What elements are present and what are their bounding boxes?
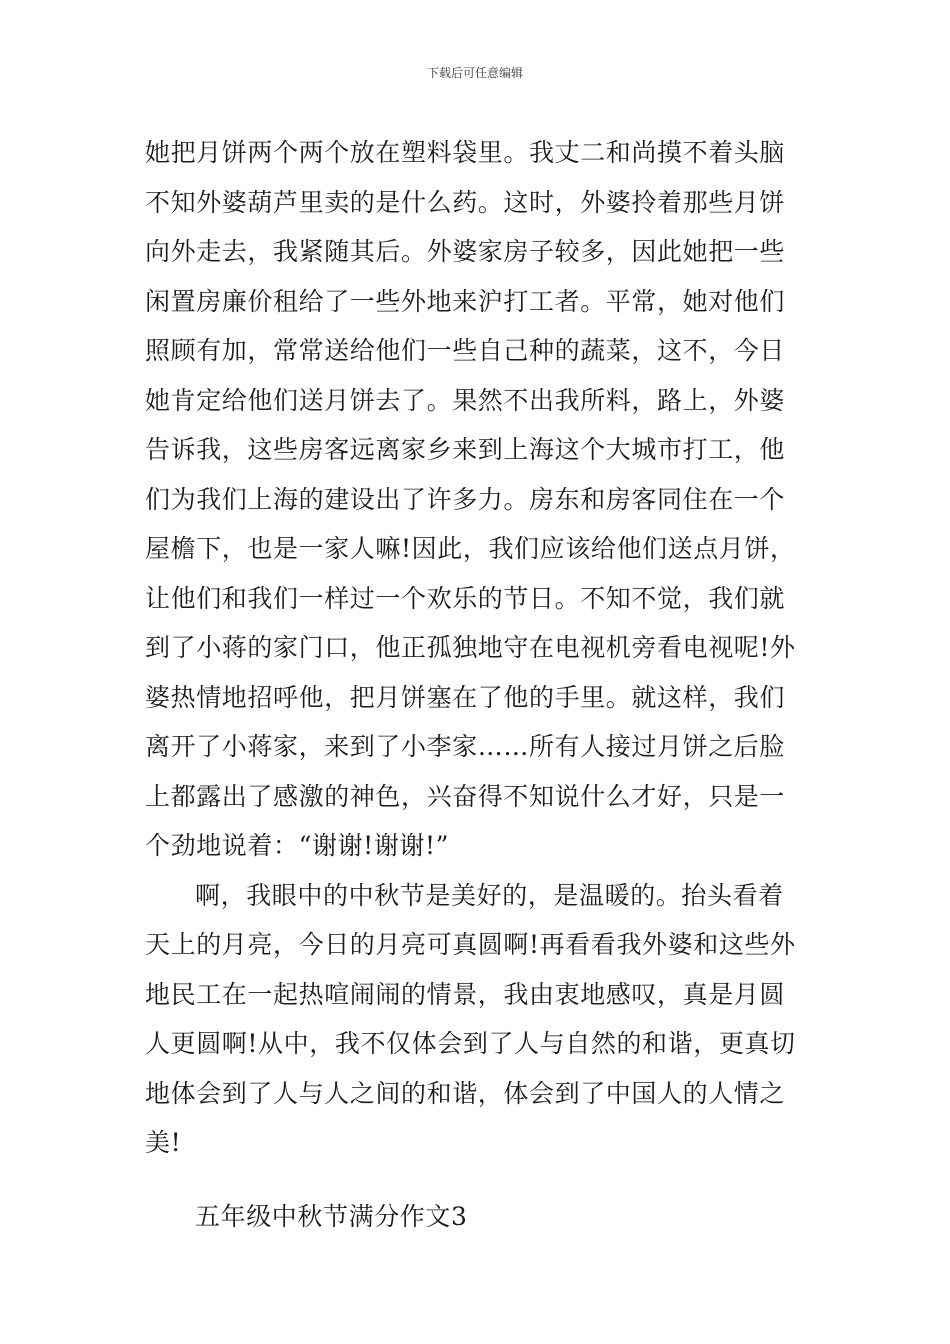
text-line: 上都露出了感激的神色，兴奋得不知说什么才好，只是一: [145, 781, 786, 811]
text-line: 向外走去，我紧随其后。外婆家房子较多，因此她把一些: [145, 237, 786, 266]
text-line: 个劲地说着：“谢谢!谢谢!”: [145, 831, 450, 860]
text-line: 人更圆啊!从中，我不仅体会到了人与自然的和谐，更真切: [145, 1029, 796, 1058]
text-line: 告诉我，这些房客远离家乡来到上海这个大城市打工，他: [145, 435, 786, 464]
paragraph-1: [145, 128, 810, 871]
page-header: 下载后可任意编辑: [426, 66, 523, 80]
text-line: 不知外婆葫芦里卖的是什么药。这时，外婆拎着那些月饼: [145, 187, 786, 217]
text-line: 她肯定给他们送月饼去了。果然不出我所料，路上，外婆: [145, 385, 786, 415]
text-line: 啊，我眼中的中秋节是美好的，是温暖的。抬头看着: [195, 880, 784, 910]
text-line: 让他们和我们一样过一个欢乐的节日。不知不觉，我们就: [145, 583, 786, 613]
document-body: [145, 128, 810, 1241]
text-line: 她把月饼两个两个放在塑料袋里。我丈二和尚摸不着头脑: [145, 138, 786, 167]
text-line: 们为我们上海的建设出了许多力。房东和房客同住在一个: [145, 484, 786, 514]
text-line: 到了小蒋的家门口，他正孤独地守在电视机旁看电视呢!外: [145, 633, 796, 662]
paragraph-2: [145, 871, 810, 1168]
paragraph-gap: [145, 1168, 810, 1192]
text-line: 离开了小蒋家，来到了小李家……所有人接过月饼之后脸: [145, 732, 786, 761]
text-line: 照顾有加，常常送给他们一些自己种的蔬菜，这不，今日: [145, 336, 786, 365]
text-line: 婆热情地招呼他，把月饼塞在了他的手里。就这样，我们: [145, 682, 786, 712]
section-title: 五年级中秋节满分作文3: [195, 1201, 468, 1231]
text-line: 天上的月亮，今日的月亮可真圆啊!再看看我外婆和这些外: [145, 930, 796, 959]
text-line: 闲置房廉价租给了一些外地来沪打工者。平常，她对他们: [145, 286, 786, 316]
text-line: 地民工在一起热喧闹闹的情景，我由衷地感叹，真是月圆: [145, 979, 786, 1009]
text-line: 屋檐下，也是一家人嘛!因此，我们应该给他们送点月饼，: [145, 534, 796, 563]
text-line: 美!: [145, 1128, 182, 1157]
text-line: 地体会到了人与人之间的和谐，体会到了中国人的人情之: [145, 1078, 786, 1108]
